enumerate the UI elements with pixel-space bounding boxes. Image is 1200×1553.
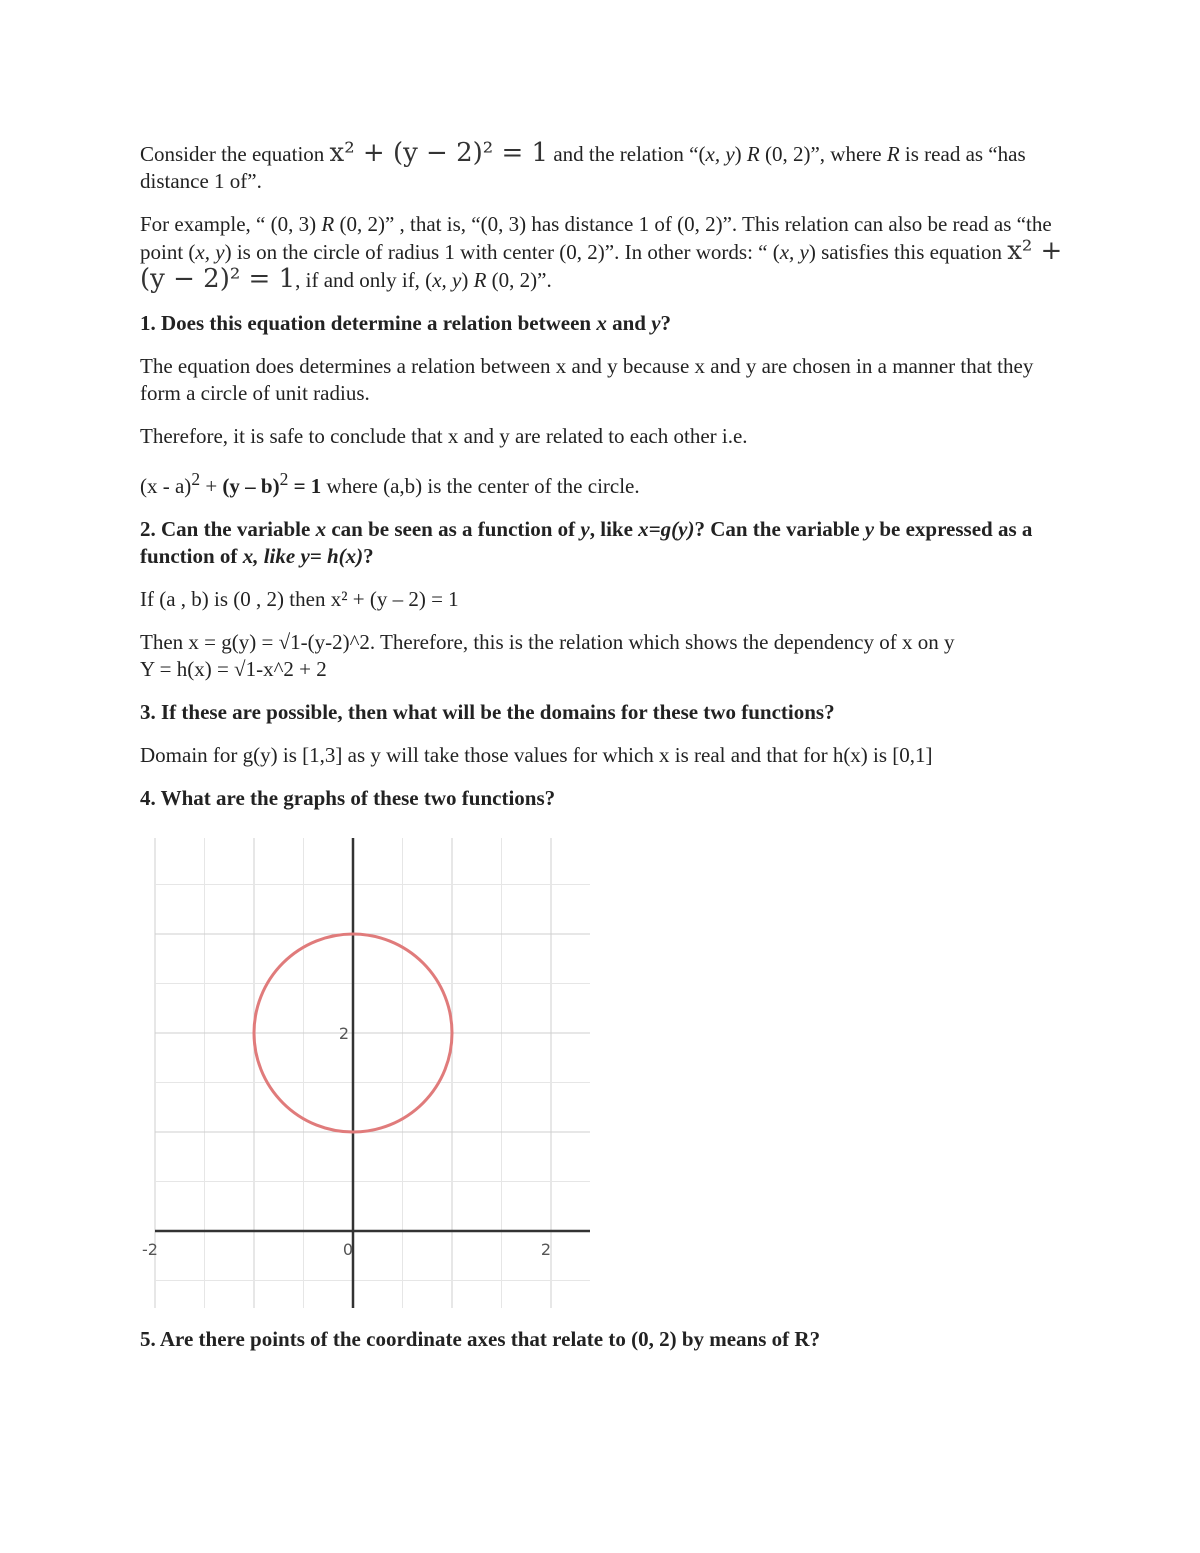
x-tick-label: 2 <box>540 1240 552 1259</box>
example-paragraph <box>140 211 1070 294</box>
question-text: can be seen as a function of <box>326 517 581 541</box>
y-tick-label: 2 <box>338 1024 349 1043</box>
question-text: ? Can the variable <box>694 517 865 541</box>
circle-equation: x² + (y − 2)² = 1 <box>329 138 549 168</box>
circle-equation: x² + (y − 2)² = 1 <box>140 236 1063 294</box>
question-text: , like <box>253 544 301 568</box>
var-y: y <box>580 517 590 541</box>
intro-xy: x, y <box>705 142 735 166</box>
example-text: (0, 2)”. <box>486 268 552 292</box>
answer-1-paragraph-1: The equation does determines a relation between x and y because x and y are chosen in a manner that they form a circle of unit radius. <box>140 354 1034 405</box>
example-xy: x, y <box>432 268 462 292</box>
example-xy: x, y <box>779 240 809 264</box>
x-tick-label: -2 <box>142 1240 158 1259</box>
question-text: ? <box>363 544 374 568</box>
example-text: For example, “ (0, 3) <box>140 212 322 236</box>
question-5: 5. Are there points of the coordinate axes that relate to (0, 2) by means of R? <box>140 1327 821 1351</box>
tick-labels <box>142 1024 551 1259</box>
var-x: x <box>242 544 254 568</box>
intro-paragraph <box>140 140 1070 195</box>
answer-1-paragraph-2: Therefore, it is safe to conclude that x and y are related to each other i.e. <box>140 424 748 448</box>
question-3: 3. If these are possible, then what will be the domains for these two functions? <box>140 700 835 724</box>
function-g: x=g(y) <box>638 517 695 541</box>
example-text: ) is on the circle of radius 1 with center (0, 2)”. In other words: “ ( <box>224 240 780 264</box>
question-text: 2. Can the variable <box>140 517 316 541</box>
answer-2-line-1: If (a , b) is (0 , 2) then x² + (y – 2) = 1 <box>140 587 459 611</box>
question-text: ? <box>660 311 672 335</box>
question-text: and <box>606 311 652 335</box>
function-h: y= h(x) <box>300 544 364 568</box>
question-text: 1. Does this equation determine a relation between <box>140 311 597 335</box>
general-circle-formula <box>140 466 1070 500</box>
var-y: y <box>864 517 875 541</box>
intro-text: and the relation “( <box>548 142 706 166</box>
example-text: (0, 2)” , that is, “(0, 3) has distance 1 of (0, 2)”. This relation can also be read as “the point ( <box>140 212 1052 264</box>
relation-r: R <box>473 268 487 292</box>
question-2 <box>140 516 1070 570</box>
relation-r: R <box>886 142 900 166</box>
var-x: x <box>596 311 607 335</box>
axes <box>155 838 590 1308</box>
formula-part: (y – b) <box>222 474 280 498</box>
intro-text: (0, 2)”, where <box>759 142 887 166</box>
question-text: , like <box>589 517 639 541</box>
document-body <box>140 140 1070 828</box>
formula-part: + <box>200 474 223 498</box>
x-tick-label: 0 <box>342 1240 354 1259</box>
question-4: 4. What are the graphs of these two functions? <box>140 786 556 810</box>
relation-r: R <box>746 142 760 166</box>
question-text: be expressed as a function of <box>140 517 1033 568</box>
formula-part: = 1 <box>288 474 322 498</box>
intro-text: is read as “has distance 1 of”. <box>140 142 1026 193</box>
answer-2-line-3: Y = h(x) = √1-x^2 + 2 <box>140 657 327 681</box>
circle-graph <box>140 838 600 1313</box>
answer-3: Domain for g(y) is [1,3] as y will take those values for which x is real and that for h(x) is [0,1] <box>140 743 933 767</box>
example-text: ) satisfies this equation <box>808 240 1008 264</box>
exponent: 2 <box>191 469 201 489</box>
relation-r: R <box>321 212 335 236</box>
var-x: x <box>315 517 327 541</box>
intro-text: Consider the equation <box>140 142 330 166</box>
formula-part: where (a,b) is the center of the circle. <box>321 474 640 498</box>
grid-lines <box>155 838 590 1308</box>
answer-2-lines <box>140 629 1070 683</box>
example-text: ) <box>461 268 474 292</box>
answer-2-line-2: Then x = g(y) = √1-(y-2)^2. Therefore, this is the relation which shows the dependency of x on y <box>140 630 955 654</box>
var-y: y <box>651 311 661 335</box>
intro-text: ) <box>734 142 747 166</box>
question-1 <box>140 310 1070 337</box>
exponent: 2 <box>279 469 289 489</box>
example-xy: x, y <box>195 240 225 264</box>
example-text: , if and only if, ( <box>295 268 433 292</box>
formula-part: (x - a) <box>140 474 192 498</box>
